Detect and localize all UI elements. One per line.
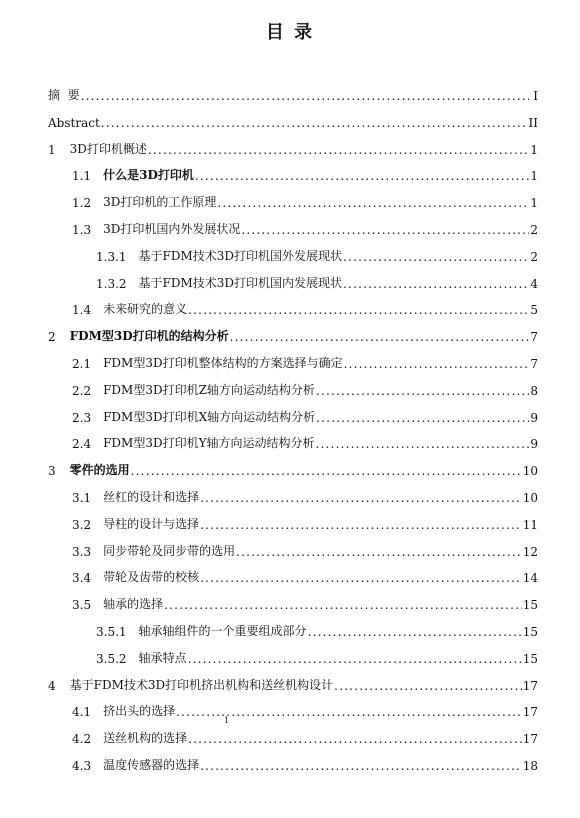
toc-entry-page: 17 <box>522 732 538 747</box>
toc-entry[interactable] <box>72 217 538 237</box>
toc-entry-page: 1 <box>530 169 538 184</box>
toc-leader-dots <box>148 143 529 157</box>
toc-entry-number: 1.3.2 <box>96 276 127 291</box>
toc-leader-dots <box>131 464 522 478</box>
toc-entry-title: 基于FDM技术3D打印机国内发展现状 <box>138 275 343 290</box>
toc-leader-dots <box>334 679 522 693</box>
toc-entry-title: 轴承的选择 <box>103 597 164 612</box>
toc-leader-dots <box>200 571 522 585</box>
toc-entry-title: 同步带轮及同步带的选用 <box>103 543 236 558</box>
toc-entry[interactable] <box>72 512 538 532</box>
toc-entry-title: 零件的选用 <box>69 463 130 478</box>
toc-entry-number: 1.3.1 <box>96 249 127 264</box>
toc-entry-number: 2.4 <box>72 437 92 452</box>
toc-entry-page: 7 <box>530 330 538 345</box>
toc-leader-dots <box>241 223 529 237</box>
toc-leader-dots <box>188 732 522 746</box>
toc-entry-title: 送丝机构的选择 <box>103 731 188 746</box>
toc-entry[interactable] <box>48 324 538 344</box>
toc-entry-page: 4 <box>530 276 538 291</box>
toc-entry-number: 2.1 <box>72 357 92 371</box>
toc-entry-page: 1 <box>530 196 538 211</box>
toc-entry-number: 3 <box>48 464 56 479</box>
toc-entry-title: 3D打印机的工作原理 <box>103 195 217 210</box>
toc-entry-title: FDM型3D打印机整体结构的方案选择与确定 <box>103 356 343 370</box>
toc-entry[interactable] <box>72 539 538 559</box>
toc-entry[interactable] <box>72 405 538 425</box>
toc-entry[interactable] <box>72 726 538 746</box>
toc-leader-dots <box>101 116 528 130</box>
toc-entry[interactable] <box>72 190 538 210</box>
toc-entry[interactable] <box>96 244 538 264</box>
toc-entry-page: 10 <box>522 491 538 505</box>
toc-entry-number: 1.2 <box>72 196 92 211</box>
toc-entry-number: 3.5.2 <box>96 651 127 666</box>
toc-entry-number: 4 <box>48 678 56 693</box>
toc-entry-number: 3.3 <box>72 544 92 559</box>
toc-leader-dots <box>230 330 529 344</box>
toc-entry-page: 12 <box>522 544 538 559</box>
toc-entry-page: 11 <box>522 517 538 532</box>
toc-entry-number: 1 <box>48 142 56 157</box>
toc-entry-number: 2.3 <box>72 410 92 425</box>
toc-entry[interactable] <box>72 378 538 398</box>
toc-entry[interactable] <box>96 646 538 666</box>
toc-entry-number: 2.2 <box>72 383 92 398</box>
toc-entry-title: 温度传感器的选择 <box>103 758 200 772</box>
toc-entry[interactable] <box>96 619 538 639</box>
toc-entry-page: 10 <box>522 464 538 479</box>
toc-entry-page: 15 <box>522 625 538 639</box>
toc-entry-title: 带轮及齿带的校核 <box>103 570 200 585</box>
toc-entry-number: 4.3 <box>72 759 92 773</box>
toc-entry-number: Abstract <box>48 115 100 130</box>
toc-entry[interactable] <box>48 110 538 130</box>
toc-leader-dots <box>316 384 529 398</box>
toc-entry-title: 导柱的设计与选择 <box>103 516 200 531</box>
toc-entry-title: FDM型3D打印机X轴方向运动结构分析 <box>103 409 316 424</box>
toc-leader-dots <box>200 759 522 773</box>
toc-entry-page: 14 <box>522 571 538 586</box>
toc-entry-page: 17 <box>522 678 538 693</box>
toc-entry[interactable] <box>72 592 538 612</box>
toc-entry-page: 8 <box>530 383 538 398</box>
toc-entry[interactable] <box>72 297 538 317</box>
toc-entry-page: 5 <box>530 303 538 318</box>
toc-entry-title: FDM型3D打印机的结构分析 <box>69 329 229 344</box>
toc-entry-number: 1.1 <box>72 169 92 184</box>
toc-leader-dots <box>200 518 522 532</box>
toc-entry-page: I <box>533 89 538 103</box>
toc-entry-page: 2 <box>530 223 538 237</box>
toc-entry[interactable] <box>72 163 538 183</box>
toc-entry-number: 2 <box>48 330 56 345</box>
toc-entry-title: 3D打印机国内外发展状况 <box>103 222 241 236</box>
toc-entry-title: FDM型3D打印机Y轴方向运动结构分析 <box>103 436 315 451</box>
toc-entry[interactable] <box>72 699 538 719</box>
toc-leader-dots <box>188 303 529 317</box>
toc-entry-page: 7 <box>530 357 538 371</box>
toc-entry-number: 4.1 <box>72 705 92 720</box>
toc-leader-dots <box>81 89 529 103</box>
toc-entry[interactable] <box>48 458 538 478</box>
toc-entry-number: 3.1 <box>72 491 92 505</box>
toc-entry-page: 17 <box>522 705 538 720</box>
toc-leader-dots <box>164 598 522 612</box>
toc-entry-title: 丝杠的设计和选择 <box>103 490 200 504</box>
toc-entry-page: 1 <box>530 142 538 157</box>
toc-entry-number: 4.2 <box>72 732 92 747</box>
toc-entry-page: 18 <box>522 759 538 773</box>
toc-entry-title: 轴承轴组件的一个重要组成部分 <box>138 624 307 638</box>
toc-entry-page: 2 <box>530 249 538 264</box>
page-title: 目 录 <box>265 22 315 43</box>
toc-entry-title: 基于FDM技术3D打印机挤出机构和送丝机构设计 <box>69 677 334 692</box>
toc-entry[interactable] <box>72 351 538 371</box>
toc-entry[interactable] <box>96 271 538 291</box>
toc-entry-page: 9 <box>530 410 538 425</box>
toc-entry-number: 3.2 <box>72 517 92 532</box>
toc-leader-dots <box>316 411 529 425</box>
toc-entry[interactable] <box>72 431 538 451</box>
toc-leader-dots <box>217 196 529 210</box>
toc-entry[interactable] <box>48 673 538 693</box>
toc-leader-dots <box>188 652 522 666</box>
toc-entry-page: 9 <box>530 437 538 452</box>
toc-leader-dots <box>308 625 522 639</box>
toc-entry-title: 基于FDM技术3D打印机国外发展现状 <box>138 248 343 263</box>
toc-entry-number: 1.4 <box>72 303 92 318</box>
toc-entry-number: 3.5 <box>72 598 92 613</box>
toc-leader-dots <box>316 437 529 451</box>
toc-leader-dots <box>200 491 522 505</box>
toc-entry-title: 挤出头的选择 <box>103 704 176 719</box>
toc-leader-dots <box>195 169 529 183</box>
toc-entry-title: FDM型3D打印机Z轴方向运动结构分析 <box>103 382 315 397</box>
toc-entry[interactable] <box>72 565 538 585</box>
toc-entry-number: 摘 要 <box>48 88 80 102</box>
toc-entry-title: 轴承特点 <box>138 650 187 665</box>
toc-entry[interactable] <box>72 485 538 505</box>
toc-entry-title: 3D打印机概述 <box>69 141 147 156</box>
toc-entry-number: 1.3 <box>72 223 92 237</box>
toc-entry-page: 15 <box>522 651 538 666</box>
toc-leader-dots <box>343 277 529 291</box>
toc-leader-dots <box>344 357 529 371</box>
toc-entry-number: 3.4 <box>72 571 92 586</box>
toc-leader-dots <box>236 545 522 559</box>
toc-entry-title: 什么是3D打印机 <box>103 168 194 183</box>
footnote-marker: 1 <box>224 716 230 725</box>
toc-entry[interactable] <box>48 137 538 157</box>
toc-leader-dots <box>343 250 529 264</box>
toc-entry-title: 未来研究的意义 <box>103 302 188 317</box>
toc-entry-page: II <box>528 115 538 130</box>
toc-entry-number: 3.5.1 <box>96 625 127 639</box>
toc-entry-page: 15 <box>522 598 538 613</box>
toc-entry[interactable] <box>48 83 538 103</box>
toc-entry[interactable] <box>72 753 538 773</box>
